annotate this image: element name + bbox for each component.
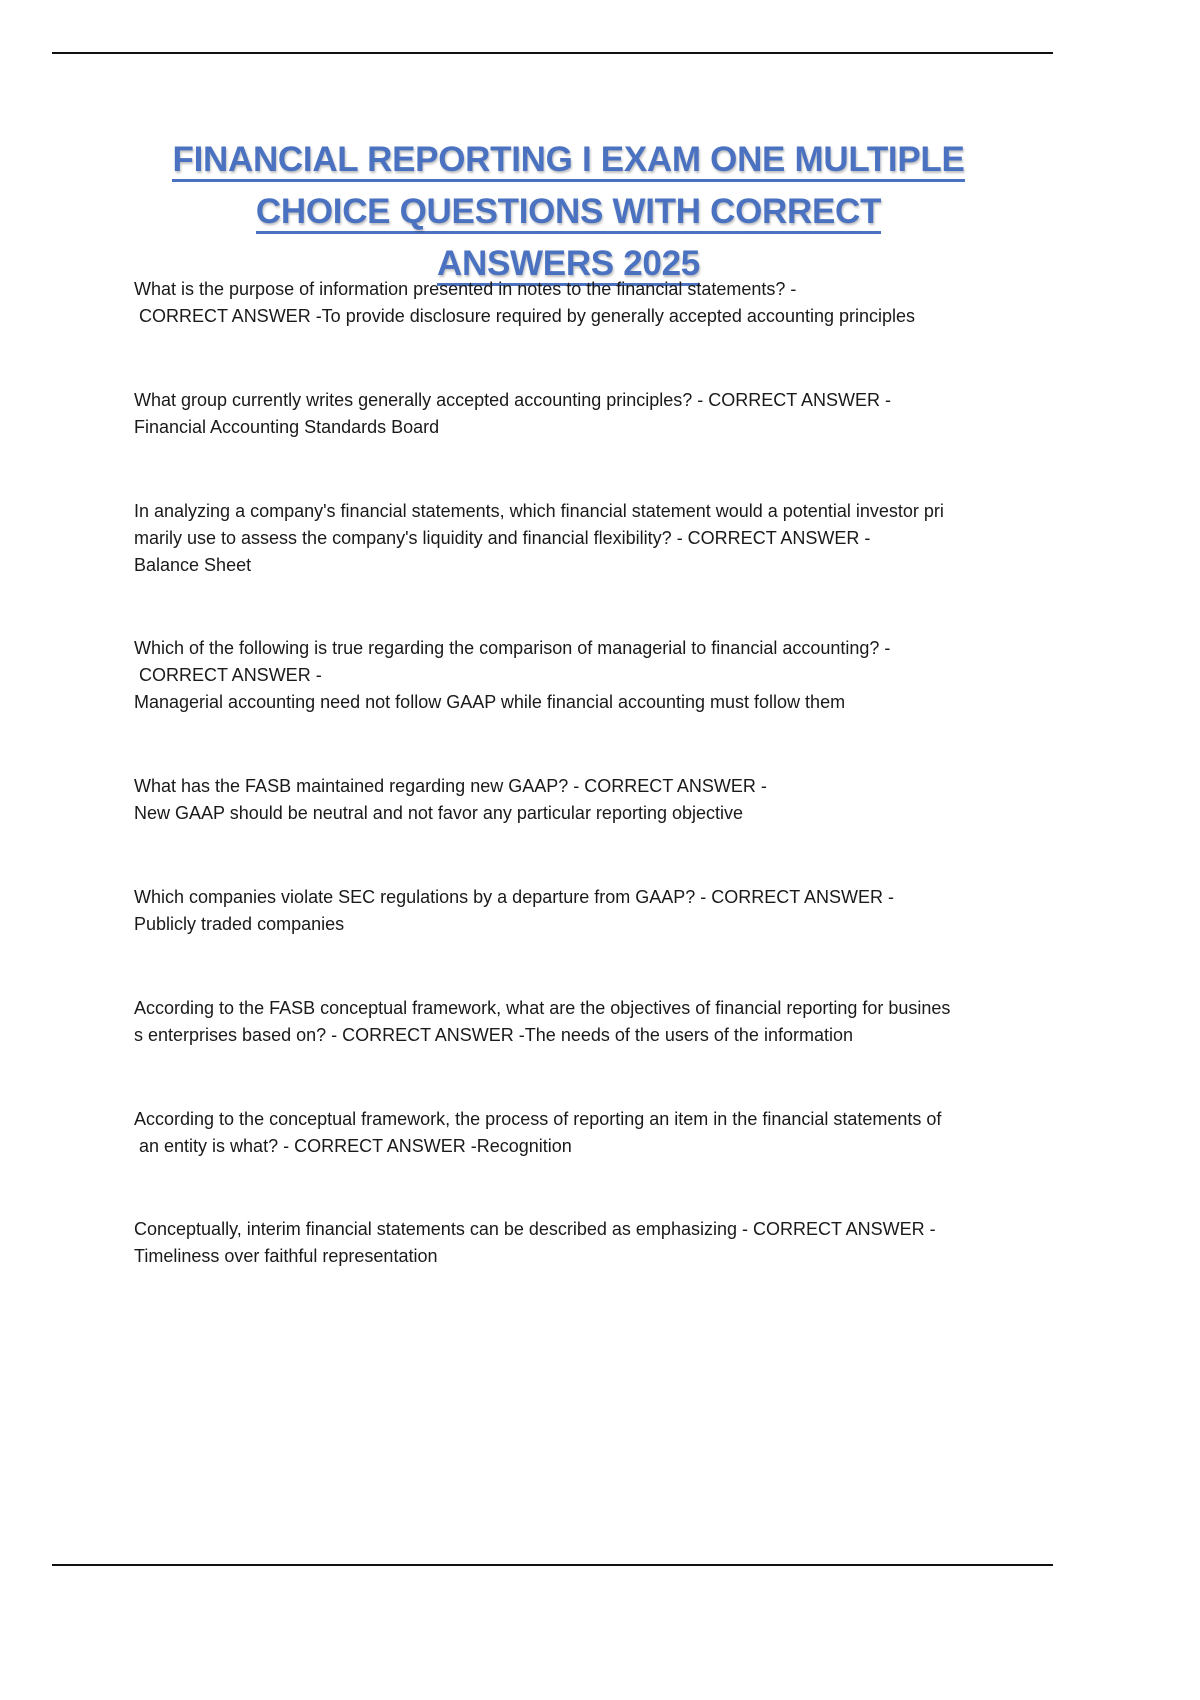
text-line: What has the FASB maintained regarding new GAAP? - CORRECT ANSWER - (134, 776, 767, 796)
text-line: Publicly traded companies (134, 914, 345, 934)
question-answer-item (134, 635, 1034, 716)
text-line: Which companies violate SEC regulations by a departure from GAAP? - CORRECT ANSWER - (134, 887, 894, 907)
text-line: In analyzing a company's financial statements, which financial statement would a potential investor pri (134, 501, 944, 521)
top-rule (52, 52, 1053, 54)
text-line: s enterprises based on? - CORRECT ANSWER -The needs of the users of the information (134, 1025, 853, 1045)
question-answer-item (134, 773, 1034, 827)
question-answer-item (134, 884, 1034, 938)
text-line: Which of the following is true regarding the comparison of managerial to financial accounting? - (134, 638, 891, 658)
question-answer-item (134, 498, 1034, 579)
text-line: Financial Accounting Standards Board (134, 417, 440, 437)
title-line: ANSWERS 2025 (437, 245, 700, 286)
question-answer-item (134, 387, 1034, 441)
text-line: New GAAP should be neutral and not favor any particular reporting objective (134, 803, 744, 823)
text-line: Timeliness over faithful representation (134, 1246, 438, 1266)
title-line: CHOICE QUESTIONS WITH CORRECT (256, 193, 881, 234)
text-line: Managerial accounting need not follow GAAP while financial accounting must follow them (134, 692, 846, 712)
text-line: Conceptually, interim financial statements can be described as emphasizing - CORRECT ANSWER - (134, 1219, 936, 1239)
text-line: According to the conceptual framework, the process of reporting an item in the financial statements of (134, 1109, 942, 1129)
text-line: marily use to assess the company's liquidity and financial flexibility? - CORRECT ANSWER - (134, 528, 871, 548)
question-answer-item (134, 276, 1034, 330)
bottom-rule (52, 1564, 1053, 1566)
text-line: What group currently writes generally accepted accounting principles? - CORRECT ANSWER - (134, 390, 891, 410)
text-line: CORRECT ANSWER -To provide disclosure required by generally accepted accounting principles (134, 306, 916, 326)
document-title (100, 136, 1037, 292)
question-answer-item (134, 1216, 1034, 1270)
text-line: What is the purpose of information presented in notes to the financial statements? - (134, 279, 797, 299)
text-line: Balance Sheet (134, 555, 252, 575)
text-line: CORRECT ANSWER - (134, 665, 322, 685)
text-line: According to the FASB conceptual framework, what are the objectives of financial reporting for busines (134, 998, 951, 1018)
title-line: FINANCIAL REPORTING I EXAM ONE MULTIPLE (172, 141, 964, 182)
text-line: an entity is what? - CORRECT ANSWER -Recognition (134, 1136, 572, 1156)
question-answer-item (134, 1106, 1034, 1160)
question-answer-item (134, 995, 1034, 1049)
